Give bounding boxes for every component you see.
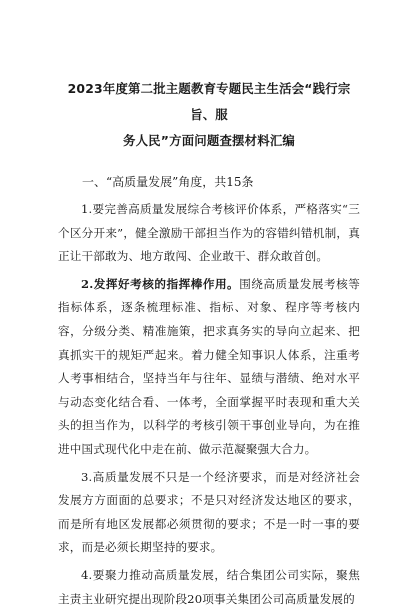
document-title-line-1: 2023年度第二批主题教育专题民主生活会“践行宗旨、服 — [67, 81, 351, 122]
paragraph-item-2 — [58, 273, 360, 462]
paragraph-text: 围绕高质量发展考核等指标体系，逐条梳理标准、指标、对象、程序等考核内容，分级分类、精准施策，把求真务实的导向立起来、把真抓实干的规矩严起来。着力健全知事识人体系，注重考人考事相结合，坚持当年与往年、显绩与潜绩、绝对水平与动态变化结合看、一体考，全面掌握平时表现和重大关头的担当作为，以科学的考核引领干事创业导向，为在推进中国式现代化中走在前、做示范凝聚强大合力。 — [58, 276, 360, 456]
paragraph-text: 4.要聚力推动高质量发展，结合集团公司实际，聚焦主责主业研究提出现阶段20项事关集团公司高质量发展的 — [58, 567, 360, 606]
paragraph-text: 1.要完善高质量发展综合考核评价体系，严格落实“三个区分开来”，健全激励干部担当作为的容错纠错机制，真正让干部敢为、地方敢闯、企业敢干、群众敢首创。 — [58, 202, 360, 264]
paragraph-item-4 — [58, 564, 360, 611]
section-heading: 一、“高质量发展”角度，共15条 — [82, 175, 254, 189]
paragraph-item-1 — [58, 198, 360, 269]
paragraph-item-3 — [58, 466, 360, 560]
document-title-line-2: 务人民”方面问题查摆材料汇编 — [122, 133, 296, 148]
document-title — [58, 76, 360, 154]
paragraph-lead: 2.发挥好考核的指挥棒作用。 — [81, 276, 240, 291]
paragraph-text: 3.高质量发展不只是一个经济要求，而是对经济社会发展方方面面的总要求；不是只对经济发达地区的要求，而是所有地区发展都必须贯彻的要求；不是一时一事的要求，而是必须长期坚持的要求。 — [58, 469, 360, 555]
